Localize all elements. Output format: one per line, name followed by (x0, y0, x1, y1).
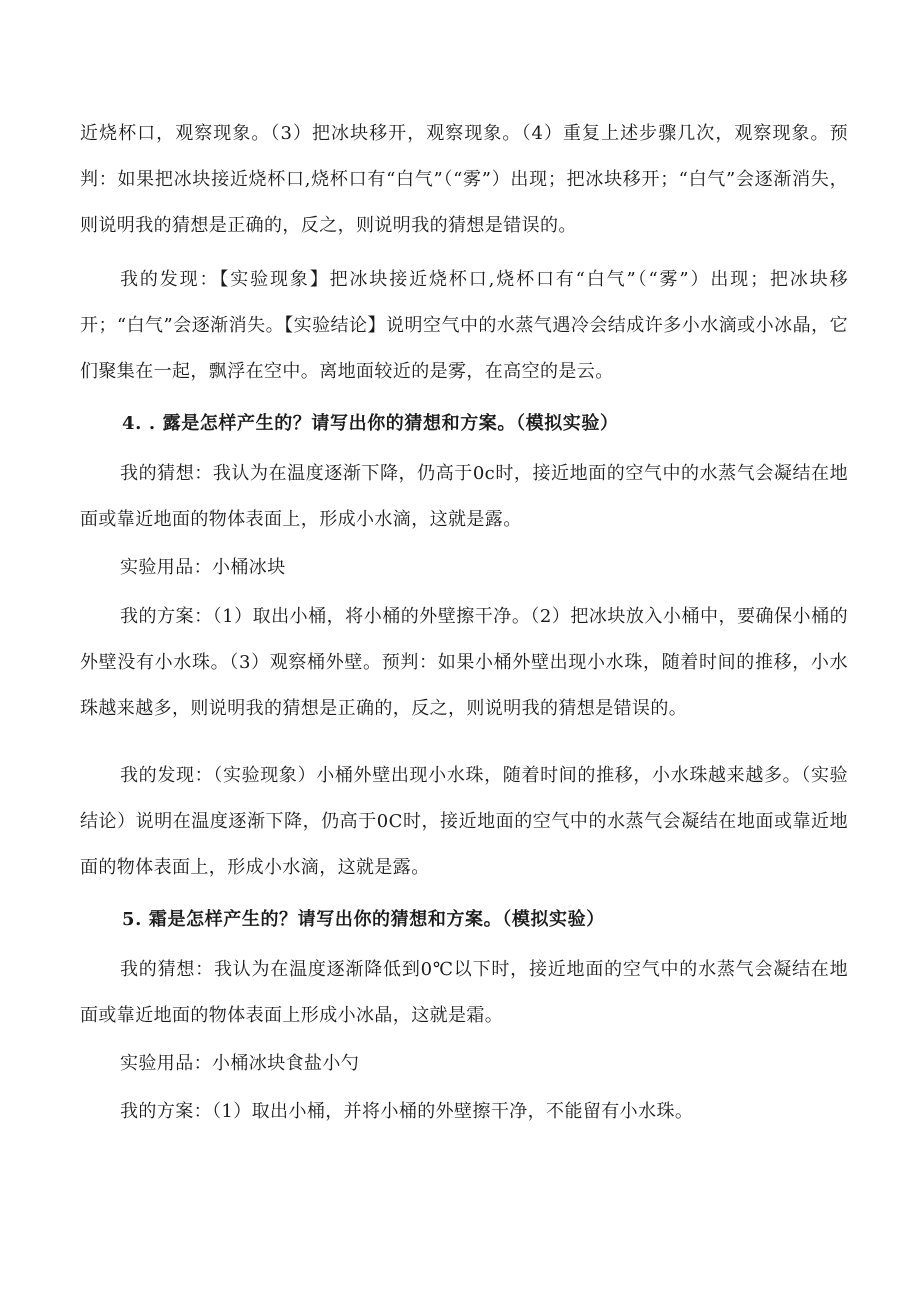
paragraph-frost-plan: 我的方案：（1）取出小桶，并将小桶的外壁擦干净，不能留有小水珠。 (120, 1101, 694, 1122)
paragraph-dew-materials: 实验用品：小桶冰块 (120, 557, 286, 578)
paragraph-fog-findings: 我的发现：【实验现象】把冰块接近烧杯口,烧杯口有“白气”（“雾”）出现；把冰块移开；“白气”会逐渐消失。【实验结论】说明空气中的水蒸气遇冷会结成许多小水滴或小冰晶，它们聚集在一起，飘浮在空中。离地面较近的是雾，在高空的是云。 (80, 269, 848, 382)
heading-dew-question: 4. . 露是怎样产生的？请写出你的猜想和方案。（模拟实验） (122, 413, 619, 434)
paragraph-dew-plan: 我的方案：（1）取出小桶，将小桶的外壁擦干净。（2）把冰块放入小桶中，要确保小桶的外壁没有小水珠。（3）观察桶外壁。预判：如果小桶外壁出现小水珠，随着时间的推移，小水珠越来越多，则说明我的猜想是正确的，反之，则说明我的猜想是错误的。 (80, 606, 848, 719)
paragraph-dew-hypothesis: 我的猜想：我认为在温度逐渐下降，仍高于0c时，接近地面的空气中的水蒸气会凝结在地面或靠近地面的物体表面上，形成小水滴，这就是露。 (80, 463, 848, 530)
paragraph-dew-findings: 我的发现：（实验现象）小桶外壁出现小水珠，随着时间的推移，小水珠越来越多。（实验结论）说明在温度逐渐下降，仍高于0C时，接近地面的空气中的水蒸气会凝结在地面或靠近地面的物体表面上，形成小水滴，这就是露。 (80, 765, 848, 878)
paragraph-frost-materials: 实验用品：小桶冰块食盐小勺 (120, 1053, 360, 1074)
paragraph-experiment-steps: 近烧杯口，观察现象。（3）把冰块移开，观察现象。（4）重复上述步骤几次，观察现象。预判：如果把冰块接近烧杯口,烧杯口有“白气”（“雾”）出现；把冰块移开；“白气”会逐渐消失，则说明我的猜想是正确的，反之，则说明我的猜想是错误的。 (80, 123, 848, 236)
paragraph-frost-hypothesis: 我的猜想：我认为在温度逐渐降低到0℃以下时，接近地面的空气中的水蒸气会凝结在地面或靠近地面的物体表面上形成小冰晶，这就是霜。 (80, 959, 848, 1026)
heading-frost-question: 5. 霜是怎样产生的？请写出你的猜想和方案。（模拟实验） (122, 909, 605, 930)
